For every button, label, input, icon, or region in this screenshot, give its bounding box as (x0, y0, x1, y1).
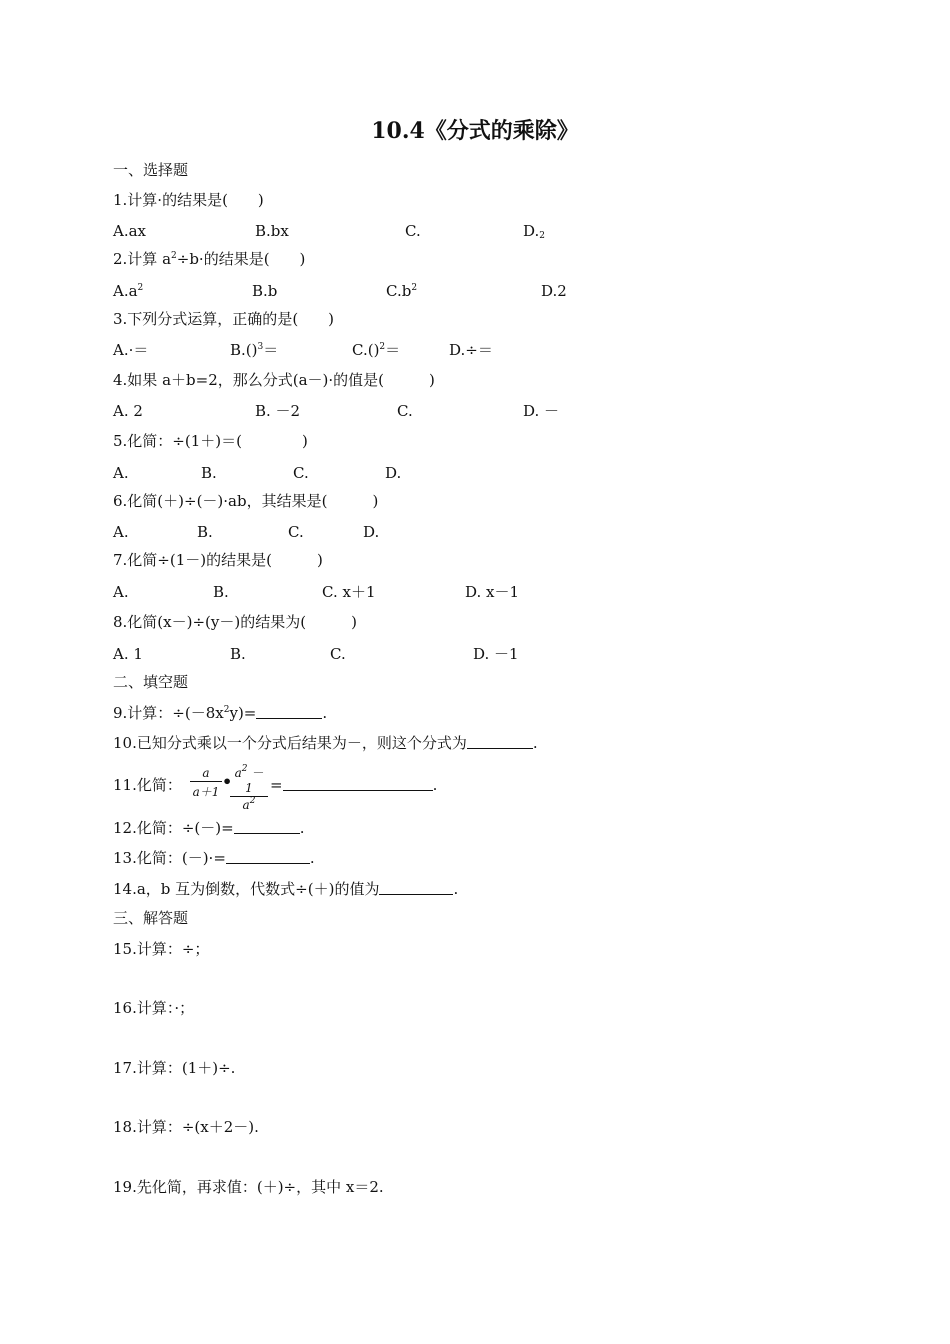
q8-option-d: D. －1 (473, 645, 519, 663)
q2-option-a-sup: 2 (137, 283, 144, 293)
q3-option-a: A.·＝ (113, 341, 149, 359)
q2-stem-sup: 2 (171, 251, 177, 261)
q2-stem-part: 2.计算 a (113, 250, 172, 268)
q7-option-a: A. (113, 583, 129, 601)
q13-answer-blank[interactable] (226, 849, 310, 864)
q14-end: . (453, 880, 459, 898)
q5-option-d: D. (385, 464, 402, 482)
question-9 (113, 704, 327, 722)
q2-option-b: B.b (252, 282, 278, 300)
q1-option-a: A.ax (113, 222, 147, 240)
q2-option-a-text: A.a (113, 282, 138, 300)
q3-option-d: D.÷＝ (449, 341, 493, 359)
q1-option-d (523, 222, 545, 245)
q2-option-a (113, 282, 143, 300)
q5-option-c: C. (293, 464, 309, 482)
q11-multiply-dot: • (222, 772, 233, 791)
q12-text: 12.化简：÷(－)= (113, 819, 234, 837)
q2-option-c-sup: 2 (411, 283, 418, 293)
q11-fraction-1 (190, 766, 222, 800)
q12-end: . (299, 819, 305, 837)
q3-option-c-text2: ＝ (385, 341, 401, 359)
q11-f2-denominator (230, 797, 268, 812)
page-title: 10.4《分式的乘除》 (371, 118, 579, 144)
q14-text: 14.a，b 互为倒数，代数式÷(＋)的值为 (113, 880, 380, 898)
question-17: 17.计算：(1＋)÷. (113, 1059, 236, 1077)
q9-text2: y)= (229, 704, 257, 722)
question-5-stem: 5.化简：÷(1＋)＝( ) (113, 432, 308, 450)
section-heading-choice: 一、选择题 (113, 161, 189, 179)
q11-fraction-2 (230, 764, 268, 812)
question-8-stem: 8.化简(x－)÷(y－)的结果为( ) (113, 613, 357, 631)
q11-equals: = (270, 776, 283, 794)
q4-option-b: B. －2 (255, 402, 301, 420)
question-18: 18.计算：÷(x＋2－). (113, 1118, 259, 1136)
q11-end: . (432, 776, 438, 794)
question-14 (113, 880, 458, 898)
q3-option-c-text: C.() (352, 341, 380, 359)
q11-f2-den-a: a (242, 798, 250, 812)
q3-option-c (352, 341, 400, 359)
q9-text: 9.计算：÷(－8x (113, 704, 224, 722)
q10-text: 10.已知分式乘以一个分式后结果为－，则这个分式为 (113, 734, 467, 752)
q10-answer-blank[interactable] (467, 734, 533, 749)
q3-option-c-sup: 2 (379, 342, 386, 352)
q9-end: . (322, 704, 328, 722)
q4-option-c: C. (397, 402, 413, 420)
q2-option-c (386, 282, 417, 300)
q1-option-d-sub: 2 (539, 231, 545, 241)
q6-option-b: B. (197, 523, 213, 541)
question-7-stem: 7.化简÷(1－)的结果是( ) (113, 551, 323, 569)
q7-option-b: B. (213, 583, 229, 601)
q14-answer-blank[interactable] (379, 880, 453, 895)
question-6-stem: 6.化简(＋)÷(－)·ab，其结果是( ) (113, 492, 379, 510)
q2-option-d: D.2 (541, 282, 567, 300)
q11-f2-num-sup: 2 (241, 764, 248, 774)
question-19: 19.先化简，再求值：(＋)÷，其中 x＝2. (113, 1178, 384, 1196)
question-10 (113, 734, 538, 752)
q11-answer-blank[interactable] (283, 776, 433, 791)
q6-option-c: C. (288, 523, 304, 541)
q9-answer-blank[interactable] (256, 704, 322, 719)
question-3-stem: 3.下列分式运算，正确的是( ) (113, 310, 335, 328)
q12-answer-blank[interactable] (234, 819, 300, 834)
q2-stem-part2: ÷b·的结果是( ) (176, 250, 306, 268)
q10-end: . (532, 734, 538, 752)
q4-option-a: A. 2 (113, 402, 143, 420)
question-15: 15.计算：÷； (113, 940, 210, 958)
section-heading-fill: 二、填空题 (113, 673, 189, 691)
q6-option-d: D. (363, 523, 380, 541)
q8-option-c: C. (330, 645, 346, 663)
question-2-stem (113, 250, 305, 268)
q6-option-a: A. (113, 523, 129, 541)
q5-option-a: A. (113, 464, 129, 482)
q11-f2-den-sup: 2 (249, 796, 256, 806)
q11-f2-numerator (230, 764, 268, 797)
q9-sup: 2 (223, 705, 230, 715)
q2-option-c-text: C.b (386, 282, 412, 300)
question-12 (113, 819, 304, 837)
q5-option-b: B. (201, 464, 217, 482)
q3-option-b-text: B.() (230, 341, 258, 359)
q3-option-b (230, 341, 278, 359)
question-13 (113, 849, 315, 867)
question-4-stem: 4.如果 a＋b=2，那么分式(a－)·的值是( ) (113, 371, 435, 389)
q13-end: . (309, 849, 315, 867)
q1-option-c: C. (405, 222, 421, 240)
q3-option-b-text2: ＝ (263, 341, 279, 359)
question-16: 16.计算：·； (113, 999, 195, 1017)
q4-option-d: D. － (523, 402, 560, 420)
question-11-label: 11.化简： (113, 776, 182, 794)
q11-f1-numerator: a (190, 766, 222, 782)
q11-f1-denominator: a＋1 (192, 785, 220, 799)
q1-option-b: B.bx (255, 222, 289, 240)
q11-f2-num-a: a (234, 766, 242, 780)
q11-f2-num-b: －1 (245, 766, 264, 795)
section-heading-solve: 三、解答题 (113, 909, 189, 927)
q8-option-b: B. (230, 645, 246, 663)
q8-option-a: A. 1 (113, 645, 143, 663)
question-1-stem: 1.计算·的结果是( ) (113, 191, 264, 209)
q3-option-b-sup: 3 (257, 342, 264, 352)
q13-text: 13.化简：(－)·= (113, 849, 226, 867)
q7-option-d: D. x－1 (465, 583, 520, 601)
q1-option-d-label: D. (523, 222, 540, 240)
q11-answer (270, 776, 437, 794)
q7-option-c: C. x＋1 (322, 583, 376, 601)
